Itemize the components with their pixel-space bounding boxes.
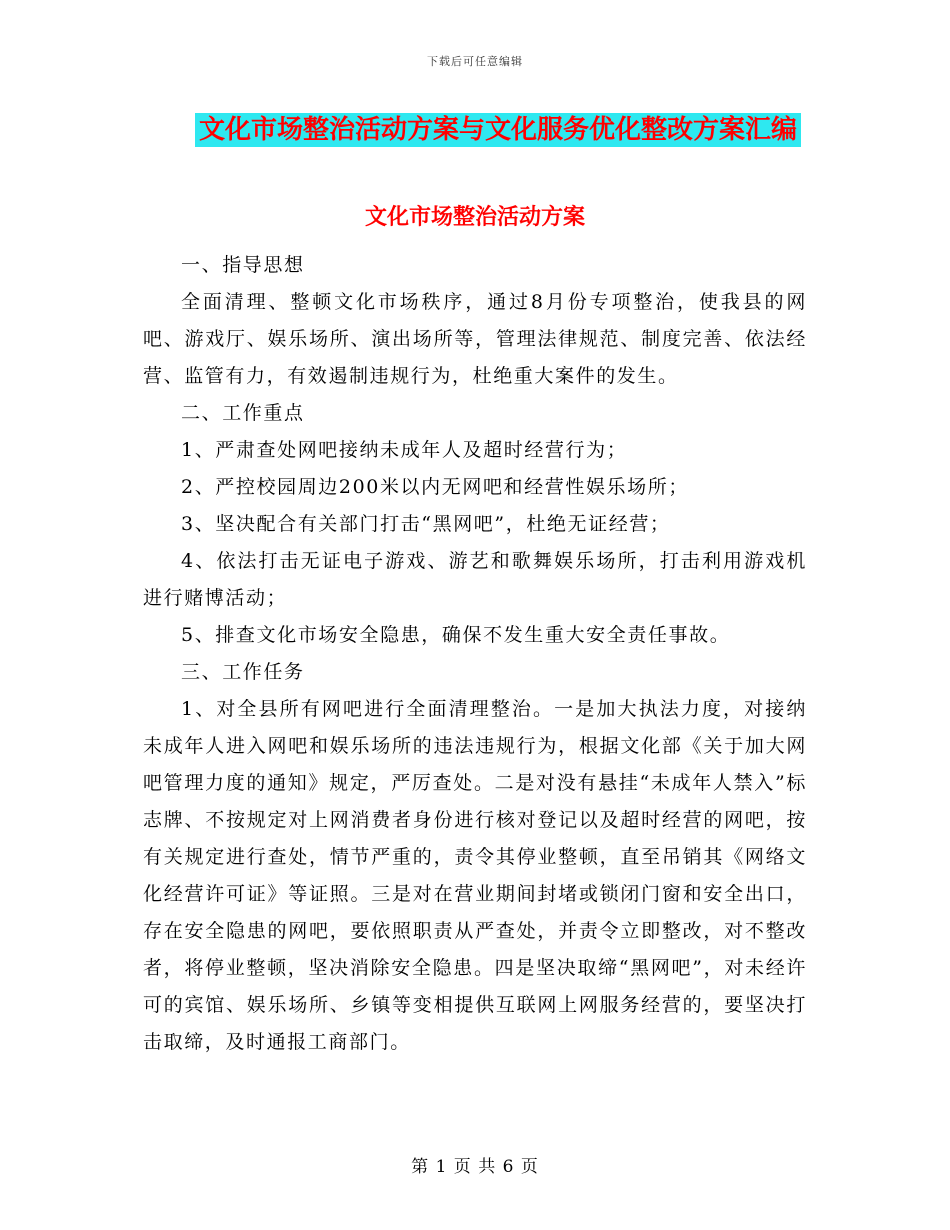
document-body xyxy=(143,247,807,1061)
section-title: 文化市场整治活动方案 xyxy=(364,204,585,230)
heading-work-tasks: 三、工作任务 xyxy=(181,661,305,683)
paragraph: 1、对全县所有网吧进行全面清理整治。一是加大执法力度，对接纳未成年人进入网吧和娱乐场所的违法违规行为，根据文化部《关于加大网吧管理力度的通知》规定，严厉查处。二是对没有悬挂“未成年人禁入”标志牌、不按规定对上网消费者身份进行核对登记以及超时经营的网吧，按有关规定进行查处，情节严重的，责令其停业整顿，直至吊销其《网络文化经营许可证》等证照。三是对在营业期间封堵或锁闭门窗和安全出口，存在安全隐患的网吧，要依照职责从严查处，并责令立即整改，对不整改者，将停业整顿，坚决消除安全隐患。四是坚决取缔“黑网吧”，对未经许可的宾馆、娱乐场所、乡镇等变相提供互联网上网服务经营的，要坚决打击取缔，及时通报工商部门。 xyxy=(143,698,807,1053)
page-number: 第 1 页 共 6 页 xyxy=(411,1157,539,1177)
list-item: 5、排查文化市场安全隐患，确保不发生重大安全责任事故。 xyxy=(181,624,731,646)
header-note: 下载后可任意编辑 xyxy=(427,55,523,68)
heading-work-focus: 二、工作重点 xyxy=(181,402,305,424)
paragraph: 全面清理、整顿文化市场秩序，通过8月份专项整治，使我县的网吧、游戏厅、娱乐场所、演出场所等，管理法律规范、制度完善、依法经营、监管有力，有效遏制违规行为，杜绝重大案件的发生。 xyxy=(143,291,807,387)
main-title: 文化市场整治活动方案与文化服务优化整改方案汇编 xyxy=(195,113,801,147)
main-title-container xyxy=(0,113,950,147)
list-item: 1、严肃查处网吧接纳未成年人及超时经营行为； xyxy=(181,439,628,461)
list-item: 4、依法打击无证电子游戏、游艺和歌舞娱乐场所，打击利用游戏机进行赌博活动； xyxy=(143,550,807,609)
list-item: 2、严控校园周边200米以内无网吧和经营性娱乐场所； xyxy=(181,476,689,498)
heading-guiding-thought: 一、指导思想 xyxy=(181,254,305,276)
list-item: 3、坚决配合有关部门打击“黑网吧”，杜绝无证经营； xyxy=(181,513,671,535)
